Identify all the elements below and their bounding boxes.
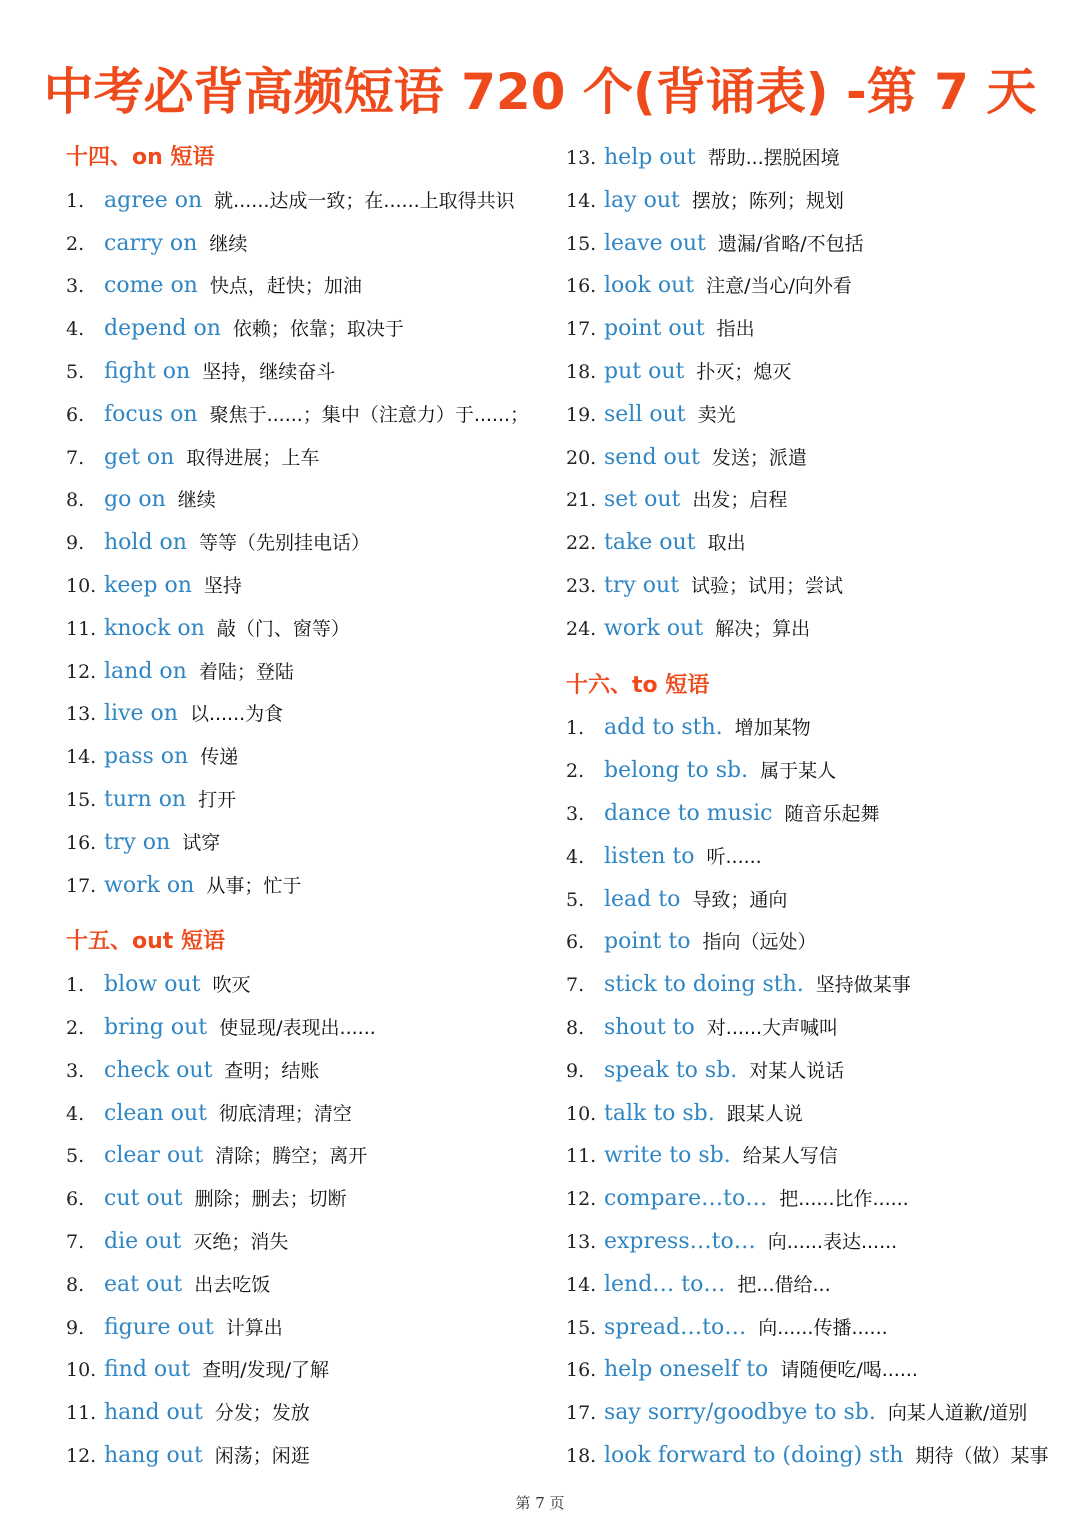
item-number: 4. xyxy=(66,318,85,341)
english-phrase: hold on xyxy=(104,530,187,556)
item-number: 4. xyxy=(66,1102,85,1125)
phrase-row xyxy=(566,479,1066,522)
english-phrase: land on xyxy=(104,658,187,684)
english-phrase: stick to doing sth. xyxy=(604,972,804,998)
chinese-meaning: 打开 xyxy=(198,788,237,811)
english-phrase: take out xyxy=(604,530,696,556)
phrase-row xyxy=(566,565,1066,608)
item-number: 7. xyxy=(66,446,85,469)
english-phrase: work on xyxy=(104,872,195,898)
phrase-row xyxy=(66,565,546,608)
english-phrase: try on xyxy=(104,829,171,855)
phrase-row xyxy=(566,1435,1066,1478)
phrase-row xyxy=(66,608,546,651)
phrase-row xyxy=(566,137,1066,180)
english-phrase: go on xyxy=(104,487,166,513)
phrase-row xyxy=(566,1264,1066,1307)
english-phrase: hang out xyxy=(104,1442,203,1468)
item-number: 21. xyxy=(566,489,597,512)
phrase-row xyxy=(566,1349,1066,1392)
item-number: 13. xyxy=(566,1230,597,1253)
chinese-meaning: 以......为食 xyxy=(189,703,284,726)
item-number: 6. xyxy=(66,403,85,426)
english-phrase: check out xyxy=(104,1057,213,1083)
english-phrase: eat out xyxy=(104,1271,183,1297)
phrase-row xyxy=(566,223,1066,266)
phrase-row xyxy=(66,1050,546,1093)
item-number: 8. xyxy=(566,1016,585,1039)
phrase-row xyxy=(66,479,546,522)
item-number: 1. xyxy=(66,189,85,212)
phrase-row xyxy=(66,394,546,437)
item-number: 13. xyxy=(566,147,597,169)
right-column xyxy=(566,137,1066,1478)
item-number: 12. xyxy=(66,1444,97,1467)
item-number: 2. xyxy=(66,1016,85,1039)
english-phrase: set out xyxy=(604,487,681,513)
chinese-meaning: 向......表达...... xyxy=(767,1230,898,1253)
chinese-meaning: 查明；结账 xyxy=(224,1059,320,1082)
phrase-row xyxy=(566,750,1066,793)
chinese-meaning: 帮助...摆脱困境 xyxy=(707,147,840,169)
english-phrase: carry on xyxy=(104,230,198,256)
phrase-row xyxy=(566,793,1066,836)
item-number: 15. xyxy=(566,232,597,255)
item-number: 11. xyxy=(566,1145,597,1168)
item-number: 7. xyxy=(66,1230,85,1253)
phrase-row xyxy=(566,308,1066,351)
chinese-meaning: 清除；腾空；离开 xyxy=(215,1145,368,1168)
phrase-row xyxy=(66,223,546,266)
english-phrase: lend… to… xyxy=(604,1271,726,1297)
phrase-row xyxy=(66,693,546,736)
english-phrase: dance to music xyxy=(604,800,773,826)
phrase-row xyxy=(66,736,546,779)
phrase-row xyxy=(66,1135,546,1178)
item-number: 2. xyxy=(566,760,585,783)
phrase-row xyxy=(66,308,546,351)
item-number: 14. xyxy=(66,746,97,769)
chinese-meaning: 出发；启程 xyxy=(692,489,788,512)
chinese-meaning: 从事；忙于 xyxy=(206,874,302,897)
left-column xyxy=(66,137,546,1478)
item-number: 15. xyxy=(566,1316,597,1339)
item-number: 15. xyxy=(66,788,97,811)
phrase-row xyxy=(566,1093,1066,1136)
item-number: 8. xyxy=(66,489,85,512)
item-number: 11. xyxy=(66,1402,97,1425)
phrase-row xyxy=(66,1349,546,1392)
chinese-meaning: 对......大声喊叫 xyxy=(706,1016,839,1039)
phrase-row xyxy=(66,1435,546,1478)
english-phrase: speak to sb. xyxy=(604,1057,738,1083)
english-phrase: keep on xyxy=(104,572,192,598)
item-number: 10. xyxy=(66,574,97,597)
phrase-row xyxy=(566,351,1066,394)
english-phrase: clean out xyxy=(104,1100,207,1126)
phrase-row xyxy=(66,779,546,822)
phrase-row xyxy=(66,1007,546,1050)
english-phrase: knock on xyxy=(104,615,205,641)
english-phrase: cut out xyxy=(104,1186,183,1212)
english-phrase: lead to xyxy=(604,886,681,912)
item-number: 1. xyxy=(566,717,585,740)
phrase-row xyxy=(66,522,546,565)
english-phrase: bring out xyxy=(104,1014,208,1040)
item-number: 18. xyxy=(566,1444,597,1467)
item-number: 12. xyxy=(566,1188,597,1211)
phrase-row xyxy=(66,822,546,865)
chinese-meaning: 把......比作...... xyxy=(779,1188,909,1211)
item-number: 16. xyxy=(66,831,97,854)
english-phrase: belong to sb. xyxy=(604,758,749,784)
english-phrase: spread…to… xyxy=(604,1314,747,1340)
chinese-meaning: 吹灭 xyxy=(212,974,251,997)
phrase-row xyxy=(566,265,1066,308)
chinese-meaning: 给某人写信 xyxy=(742,1145,838,1168)
chinese-meaning: 听...... xyxy=(706,845,762,868)
item-number: 9. xyxy=(66,532,85,555)
item-number: 14. xyxy=(566,1273,597,1296)
phrase-row xyxy=(566,608,1066,651)
chinese-meaning: 聚焦于......；集中（注意力）于......； xyxy=(209,403,530,426)
english-phrase: hand out xyxy=(104,1400,203,1426)
item-number: 3. xyxy=(566,802,585,825)
phrase-row xyxy=(66,1392,546,1435)
item-number: 18. xyxy=(566,360,597,383)
item-number: 2. xyxy=(66,232,85,255)
english-phrase: help oneself to xyxy=(604,1357,769,1383)
english-phrase: listen to xyxy=(604,843,695,869)
phrase-row xyxy=(566,1307,1066,1350)
english-phrase: fight on xyxy=(104,358,191,384)
chinese-meaning: 灭绝；消失 xyxy=(193,1230,289,1253)
phrase-row xyxy=(566,1392,1066,1435)
english-phrase: turn on xyxy=(104,786,187,812)
english-phrase: put out xyxy=(604,358,685,384)
item-number: 19. xyxy=(566,403,597,426)
phrase-row xyxy=(66,351,546,394)
chinese-meaning: 导致；通向 xyxy=(692,888,788,911)
item-number: 22. xyxy=(566,532,597,555)
chinese-meaning: 查明/发现/了解 xyxy=(202,1359,329,1382)
chinese-meaning: 着陆；登陆 xyxy=(198,660,294,683)
chinese-meaning: 计算出 xyxy=(225,1316,283,1339)
english-phrase: point out xyxy=(604,316,705,342)
item-number: 5. xyxy=(66,360,85,383)
item-number: 3. xyxy=(66,275,85,298)
item-number: 10. xyxy=(66,1359,97,1382)
chinese-meaning: 属于某人 xyxy=(760,760,837,783)
phrase-row xyxy=(566,1178,1066,1221)
item-number: 12. xyxy=(66,660,97,683)
phrase-row xyxy=(566,879,1066,922)
phrase-row xyxy=(566,836,1066,879)
english-phrase: look out xyxy=(604,273,695,299)
item-number: 17. xyxy=(566,1402,597,1425)
chinese-meaning: 随音乐起舞 xyxy=(784,802,880,825)
phrase-row xyxy=(566,437,1066,480)
phrase-row xyxy=(566,1135,1066,1178)
phrase-row xyxy=(66,1221,546,1264)
chinese-meaning: 分发；发放 xyxy=(214,1402,310,1425)
item-number: 5. xyxy=(566,888,585,911)
english-phrase: write to sb. xyxy=(604,1143,731,1169)
item-number: 24. xyxy=(566,617,597,640)
phrase-row xyxy=(566,1050,1066,1093)
item-number: 13. xyxy=(66,703,97,726)
english-phrase: agree on xyxy=(104,187,203,213)
phrase-row xyxy=(66,865,546,908)
item-number: 6. xyxy=(566,931,585,954)
item-number: 23. xyxy=(566,574,597,597)
chinese-meaning: 敲（门、窗等） xyxy=(216,617,350,640)
chinese-meaning: 取得进展；上车 xyxy=(186,446,320,469)
english-phrase: figure out xyxy=(104,1314,214,1340)
chinese-meaning: 注意/当心/向外看 xyxy=(706,275,852,298)
item-number: 8. xyxy=(66,1273,85,1296)
phrase-row xyxy=(566,921,1066,964)
item-number: 11. xyxy=(66,617,97,640)
phrase-row xyxy=(566,964,1066,1007)
page-number: 第 7 页 xyxy=(515,1494,565,1512)
item-number: 20. xyxy=(566,446,597,469)
item-number: 6. xyxy=(66,1188,85,1211)
chinese-meaning: 对某人说话 xyxy=(749,1059,845,1082)
chinese-meaning: 向......传播...... xyxy=(758,1316,888,1339)
chinese-meaning: 取出 xyxy=(707,532,746,555)
chinese-meaning: 卖光 xyxy=(697,403,736,426)
chinese-meaning: 摆放；陈列；规划 xyxy=(691,189,844,212)
chinese-meaning: 继续 xyxy=(209,232,248,255)
chinese-meaning: 指出 xyxy=(716,318,755,341)
section-heading: 十六、to 短语 xyxy=(566,672,710,698)
english-phrase: leave out xyxy=(604,230,706,256)
item-number: 9. xyxy=(566,1059,585,1082)
chinese-meaning: 就......达成一致；在......上取得共识 xyxy=(214,189,515,212)
item-number: 7. xyxy=(566,974,585,997)
item-number: 3. xyxy=(66,1059,85,1082)
chinese-meaning: 试验；试用；尝试 xyxy=(691,574,844,597)
english-phrase: look forward to (doing) sth xyxy=(604,1442,904,1468)
phrase-row xyxy=(566,1221,1066,1264)
phrase-row xyxy=(66,265,546,308)
phrase-row xyxy=(66,437,546,480)
english-phrase: send out xyxy=(604,444,700,470)
section-heading: 十五、out 短语 xyxy=(66,929,225,955)
chinese-meaning: 闲荡；闲逛 xyxy=(214,1444,310,1467)
chinese-meaning: 坚持 xyxy=(203,574,242,597)
phrase-row xyxy=(66,651,546,694)
item-number: 16. xyxy=(566,275,597,298)
chinese-meaning: 跟某人说 xyxy=(726,1102,803,1125)
chinese-meaning: 请随便吃/喝...... xyxy=(780,1359,918,1382)
chinese-meaning: 坚持，继续奋斗 xyxy=(202,360,336,383)
chinese-meaning: 坚持做某事 xyxy=(815,974,911,997)
chinese-meaning: 快点，赶快；加油 xyxy=(209,275,362,298)
english-phrase: clear out xyxy=(104,1143,204,1169)
item-number: 1. xyxy=(66,974,85,997)
phrase-row xyxy=(566,180,1066,223)
chinese-meaning: 传递 xyxy=(200,746,239,769)
chinese-meaning: 发送；派遣 xyxy=(711,446,807,469)
english-phrase: express…to… xyxy=(604,1228,756,1254)
english-phrase: say sorry/goodbye to sb. xyxy=(604,1400,876,1426)
chinese-meaning: 把...借给... xyxy=(737,1273,831,1296)
item-number: 9. xyxy=(66,1316,85,1339)
phrase-row xyxy=(66,180,546,223)
chinese-meaning: 遗漏/省略/不包括 xyxy=(717,232,864,255)
english-phrase: add to sth. xyxy=(604,715,723,741)
english-phrase: lay out xyxy=(604,187,680,213)
chinese-meaning: 等等（先别挂电话） xyxy=(198,532,370,555)
english-phrase: die out xyxy=(104,1228,182,1254)
english-phrase: compare…to… xyxy=(604,1186,768,1212)
chinese-meaning: 期待（做）某事 xyxy=(915,1444,1049,1467)
english-phrase: blow out xyxy=(104,972,201,998)
phrase-row xyxy=(66,1178,546,1221)
phrase-row xyxy=(566,394,1066,437)
phrase-row xyxy=(66,1093,546,1136)
english-phrase: get on xyxy=(104,444,175,470)
page-title: 中考必背高频短语 720 个(背诵表) -第 7 天 xyxy=(43,63,1037,121)
english-phrase: focus on xyxy=(104,401,198,427)
english-phrase: point to xyxy=(604,929,691,955)
chinese-meaning: 解决；算出 xyxy=(715,617,811,640)
phrase-row xyxy=(66,964,546,1007)
chinese-meaning: 依赖；依靠；取决于 xyxy=(232,318,404,341)
item-number: 14. xyxy=(566,189,597,212)
chinese-meaning: 增加某物 xyxy=(734,717,811,740)
item-number: 10. xyxy=(566,1102,597,1125)
chinese-meaning: 继续 xyxy=(177,489,216,512)
english-phrase: shout to xyxy=(604,1014,695,1040)
english-phrase: try out xyxy=(604,572,680,598)
english-phrase: pass on xyxy=(104,744,189,770)
item-number: 16. xyxy=(566,1359,597,1382)
item-number: 17. xyxy=(566,318,597,341)
item-number: 4. xyxy=(566,845,585,868)
phrase-row xyxy=(66,1264,546,1307)
english-phrase: depend on xyxy=(104,316,221,342)
item-number: 5. xyxy=(66,1145,85,1168)
english-phrase: work out xyxy=(604,615,704,641)
chinese-meaning: 试穿 xyxy=(182,831,221,854)
english-phrase: sell out xyxy=(604,401,686,427)
english-phrase: find out xyxy=(104,1357,191,1383)
english-phrase: talk to sb. xyxy=(604,1100,715,1126)
english-phrase: come on xyxy=(104,273,198,299)
phrase-row xyxy=(566,1007,1066,1050)
english-phrase: live on xyxy=(104,701,178,727)
chinese-meaning: 彻底清理；清空 xyxy=(218,1102,352,1125)
section-heading: 十四、on 短语 xyxy=(66,145,215,170)
chinese-meaning: 指向（远处） xyxy=(702,931,817,954)
chinese-meaning: 使显现/表现出...... xyxy=(219,1016,376,1039)
phrase-row xyxy=(66,1307,546,1350)
phrase-row xyxy=(566,522,1066,565)
chinese-meaning: 扑灭；熄灭 xyxy=(696,360,792,383)
chinese-meaning: 向某人道歉/道别 xyxy=(887,1402,1028,1425)
item-number: 17. xyxy=(66,874,97,897)
chinese-meaning: 出去吃饭 xyxy=(194,1273,271,1296)
english-phrase: help out xyxy=(604,145,696,170)
chinese-meaning: 删除；删去；切断 xyxy=(194,1188,347,1211)
phrase-row xyxy=(566,707,1066,750)
